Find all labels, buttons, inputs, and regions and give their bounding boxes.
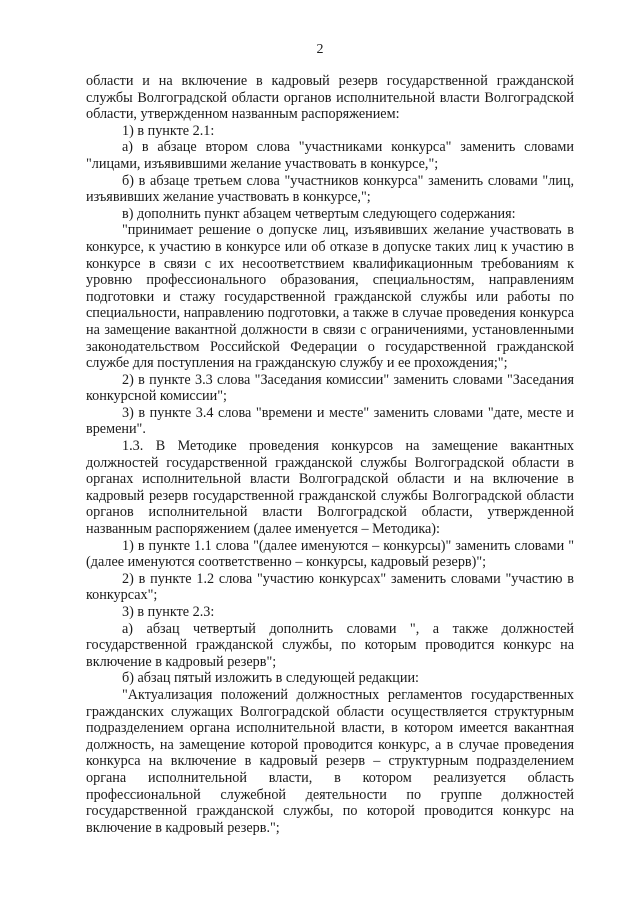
- paragraph: в) дополнить пункт абзацем четвертым следующего содержания:: [122, 205, 516, 222]
- paragraph: б) в абзаце третьем слова "участников конкурса" заменить словами "лиц, изъявивших желание участвовать в конкурсе,";: [86, 172, 574, 206]
- paragraph: 2) в пункте 3.3 слова "Заседания комиссии" заменить словами "Заседания конкурсной комиссии";: [86, 371, 574, 405]
- paragraph: области и на включение в кадровый резерв государственной гражданской службы Волгоградской области органов исполнительной власти Волгоградской области, утвержденном названным распоряжением:: [86, 73, 574, 123]
- paragraph: б) абзац пятый изложить в следующей редакции:: [122, 670, 420, 687]
- document-body: [86, 73, 574, 836]
- page-number: 2: [316, 42, 324, 57]
- paragraph: "Актуализация положений должностных регламентов государственных гражданских служащих Волгоградской области осуществляется структурным подразделением органа исполнительной власти, в котором имеется вакантная должность, на замещение которой проводится конкурс, а в случае проведения конкурса на включение в кадровый резерв – структурным подразделением органа исполнительной власти, в котором реализуется область профессиональной служебной деятельности по группе должностей государственной гражданской службы, по которой проводится конкурс на включение в кадровый резерв.";: [86, 686, 574, 836]
- paragraph: "принимает решение о допуске лиц, изъявивших желание участвовать в конкурсе, к участию в конкурсе или об отказе в допуске таких лиц к участию в конкурсе в связи с их несоответствием квалификационным требованиям к уровню профессионального образования, специальностям, направлениям подготовки и стажу государственной гражданской службы или работы по специальности, направлению подготовки, а также в случае проведения конкурса на замещение вакантной должности в связи с ограничениями, установленными законодательством Российской Федерации о государственной гражданской службе для поступления на гражданскую службу и ее прохождения;";: [86, 222, 574, 372]
- paragraph: 3) в пункте 2.3:: [122, 604, 215, 620]
- paragraph: 1.3. В Методике проведения конкурсов на замещение вакантных должностей государственной гражданской службы Волгоградской области в органах исполнительной власти Волгоградской области и на включение в кадровый резерв государственной гражданской службы Волгоградской области органов исполнительной власти Волгоградской области, утвержденной названным распоряжением (далее именуется – Методика):: [86, 438, 574, 538]
- paragraph: 2) в пункте 1.2 слова "участию конкурсах" заменить словами "участию в конкурсах";: [86, 570, 574, 604]
- paragraph: а) абзац четвертый дополнить словами ", а также должностей государственной гражданской службы, по которым проводится конкурс на включение в кадровый резерв";: [86, 620, 574, 670]
- paragraph: а) в абзаце втором слова "участниками конкурса" заменить словами "лицами, изъявившими желание участвовать в конкурсе,";: [86, 139, 574, 172]
- paragraph: 1) в пункте 2.1:: [122, 122, 215, 139]
- paragraph: 1) в пункте 1.1 слова "(далее именуются – конкурсы)" заменить словами "(далее именуются соответственно – конкурсы, кадровый резерв)";: [86, 537, 574, 571]
- paragraph: 3) в пункте 3.4 слова "времени и месте" заменить словами "дате, месте и времени".: [86, 404, 574, 438]
